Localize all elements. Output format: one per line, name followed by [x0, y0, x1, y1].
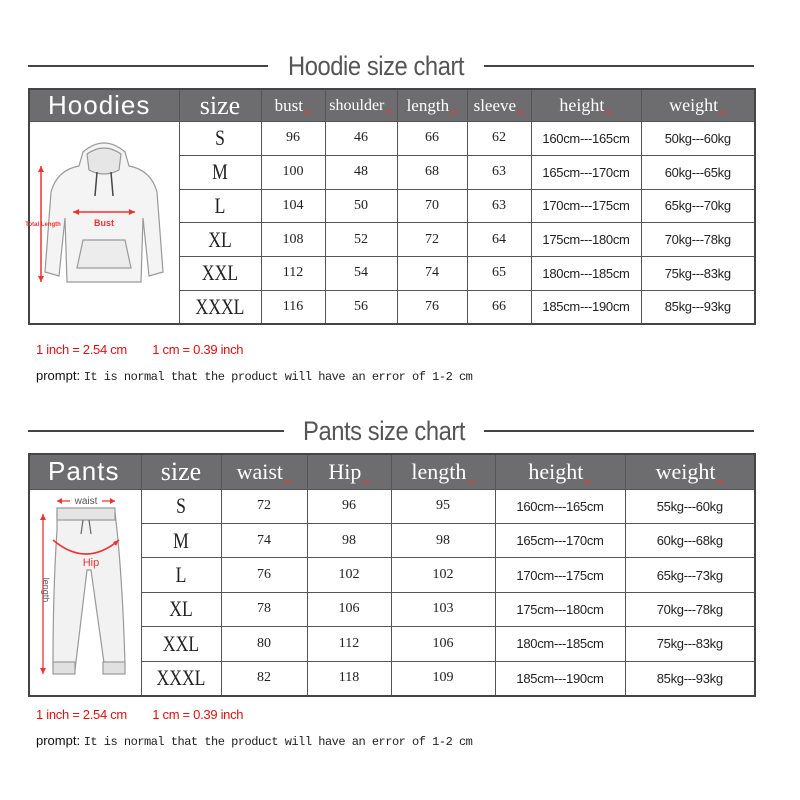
table-cell-weight: 60kg---68kg: [625, 523, 755, 557]
table-cell-length: 98: [391, 523, 495, 557]
cm-conversion: 1 cm = 0.39 inch: [152, 707, 244, 722]
size-label-cell: XXL: [187, 257, 253, 291]
table-cell-waist: 76: [221, 558, 307, 592]
table-cell-hip: 102: [307, 558, 391, 592]
table-cell-sleeve: 65: [467, 257, 531, 291]
title-rule-right: [484, 65, 754, 67]
table-cell-height: 165cm---170cm: [495, 523, 625, 557]
table-cell-weight: 65kg---70kg: [641, 189, 755, 223]
table-cell-sleeve: 62: [467, 122, 531, 156]
pants-illustration-cell: [29, 489, 141, 696]
table-cell-weight: 60kg---65kg: [641, 155, 755, 189]
table-cell-length: 68: [397, 155, 467, 189]
pants-size-table: [28, 453, 756, 697]
table-cell-height: 160cm---165cm: [495, 489, 625, 523]
table-cell-weight: 85kg---93kg: [641, 290, 755, 324]
table-cell-height: 185cm---190cm: [495, 661, 625, 695]
size-label-cell: S: [187, 122, 253, 156]
table-cell-length: 103: [391, 592, 495, 626]
table-cell-length: 102: [391, 558, 495, 592]
table-cell-sleeve: 66: [467, 290, 531, 324]
size-label-cell: M: [187, 155, 253, 189]
size-label-cell: XL: [187, 223, 253, 257]
bust-label: Bust: [94, 218, 115, 228]
header-waist: waistcm: [221, 454, 307, 489]
table-cell-bust: 116: [261, 290, 325, 324]
table-cell-bust: 108: [261, 223, 325, 257]
table-cell-length: 106: [391, 627, 495, 661]
header-weight: weightcm: [641, 89, 755, 122]
table-cell-weight: 65kg---73kg: [625, 558, 755, 592]
table-cell-shoulder: 48: [325, 155, 397, 189]
table-cell-hip: 106: [307, 592, 391, 626]
table-cell-length: 95: [391, 489, 495, 523]
table-cell-bust: 100: [261, 155, 325, 189]
table-cell-length: 72: [397, 223, 467, 257]
size-label-cell: L: [149, 558, 213, 592]
table-cell-height: 185cm---190cm: [531, 290, 641, 324]
header-length: lengthcm: [397, 89, 467, 122]
table-cell-shoulder: 46: [325, 122, 397, 156]
table-cell-shoulder: 50: [325, 189, 397, 223]
table-cell-waist: 82: [221, 661, 307, 695]
total-length-label: Total Length: [25, 222, 62, 228]
pants-conversion-note: [36, 707, 265, 722]
pants-section-title: [28, 413, 754, 449]
size-label-cell: XL: [149, 592, 213, 626]
pants-chart-title: Pants size chart: [302, 415, 465, 446]
pants-prompt-note: [36, 733, 472, 749]
table-cell-weight: 85kg---93kg: [625, 661, 755, 695]
size-label-cell: XXL: [149, 627, 213, 661]
header-size: size: [141, 454, 221, 489]
table-cell-bust: 112: [261, 257, 325, 291]
table-cell-weight: 50kg---60kg: [641, 122, 755, 156]
hoodie-size-table: [25, 88, 756, 325]
table-cell-height: 175cm---180cm: [531, 223, 641, 257]
table-cell-shoulder: 56: [325, 290, 397, 324]
size-label-cell: S: [149, 489, 213, 523]
table-cell-length: 109: [391, 661, 495, 695]
table-cell-waist: 78: [221, 592, 307, 626]
inch-conversion: 1 inch = 2.54 cm: [36, 342, 127, 357]
table-cell-shoulder: 52: [325, 223, 397, 257]
size-label-cell: XXXL: [149, 661, 213, 695]
header-height: heightcm: [495, 454, 625, 489]
table-cell-waist: 80: [221, 627, 307, 661]
table-cell-weight: 55kg---60kg: [625, 489, 755, 523]
table-cell-waist: 74: [221, 523, 307, 557]
waist-label: waist: [74, 495, 98, 507]
header-length: lengthcm: [391, 454, 495, 489]
pants-illustration: [31, 490, 139, 690]
table-cell-weight: 70kg---78kg: [625, 592, 755, 626]
table-cell-length: 66: [397, 122, 467, 156]
header-hip: Hipcm: [307, 454, 391, 489]
table-cell-waist: 72: [221, 489, 307, 523]
size-label-cell: XXXL: [187, 290, 253, 324]
hip-label: Hip: [82, 556, 100, 569]
table-cell-height: 165cm---170cm: [531, 155, 641, 189]
table-cell-bust: 96: [261, 122, 325, 156]
title-rule-left: [28, 430, 284, 432]
header-bust: bustcm: [261, 89, 325, 122]
table-cell-hip: 96: [307, 489, 391, 523]
table-cell-hip: 118: [307, 661, 391, 695]
title-rule-right: [484, 430, 754, 432]
table-cell-sleeve: 63: [467, 155, 531, 189]
table-cell-height: 175cm---180cm: [495, 592, 625, 626]
size-label-cell: L: [187, 189, 253, 223]
hoodie-section-title: [28, 48, 754, 84]
table-cell-bust: 104: [261, 189, 325, 223]
title-rule-left: [28, 65, 268, 67]
hoodie-prompt-note: [36, 368, 472, 384]
table-cell-sleeve: 63: [467, 189, 531, 223]
header-shoulder: shouldercm: [325, 89, 397, 122]
header-weight: weightcm: [625, 454, 755, 489]
hoodie-conversion-note: [36, 342, 265, 357]
header-height: heightcm: [531, 89, 641, 122]
hoodies-brand-header: Hoodies: [29, 89, 179, 122]
table-cell-height: 170cm---175cm: [495, 558, 625, 592]
header-sleeve: sleevecm: [467, 89, 531, 122]
table-row: [29, 122, 755, 156]
table-cell-length: 76: [397, 290, 467, 324]
prompt-label: prompt:: [36, 733, 81, 748]
prompt-text: It is normal that the product will have an error of 1-2 cm: [83, 735, 473, 749]
hoodie-illustration-cell: [25, 122, 179, 325]
prompt-text: It is normal that the product will have an error of 1-2 cm: [83, 370, 473, 384]
table-cell-sleeve: 64: [467, 223, 531, 257]
size-label-cell: M: [149, 523, 213, 557]
table-cell-weight: 75kg---83kg: [641, 257, 755, 291]
table-cell-length: 74: [397, 257, 467, 291]
hoodie-illustration: [25, 122, 177, 318]
table-cell-shoulder: 54: [325, 257, 397, 291]
length-label: length: [41, 577, 52, 602]
pants-brand-header: Pants: [29, 454, 141, 489]
header-size: size: [179, 89, 261, 122]
table-cell-hip: 98: [307, 523, 391, 557]
table-cell-hip: 112: [307, 627, 391, 661]
prompt-label: prompt:: [36, 368, 81, 383]
table-row: [29, 489, 755, 523]
table-cell-length: 70: [397, 189, 467, 223]
table-cell-height: 180cm---185cm: [495, 627, 625, 661]
cm-conversion: 1 cm = 0.39 inch: [152, 342, 244, 357]
table-cell-weight: 70kg---78kg: [641, 223, 755, 257]
table-cell-height: 160cm---165cm: [531, 122, 641, 156]
hoodie-chart-title: Hoodie size chart: [287, 50, 464, 81]
inch-conversion: 1 inch = 2.54 cm: [36, 707, 127, 722]
table-cell-height: 180cm---185cm: [531, 257, 641, 291]
table-cell-height: 170cm---175cm: [531, 189, 641, 223]
table-cell-weight: 75kg---83kg: [625, 627, 755, 661]
